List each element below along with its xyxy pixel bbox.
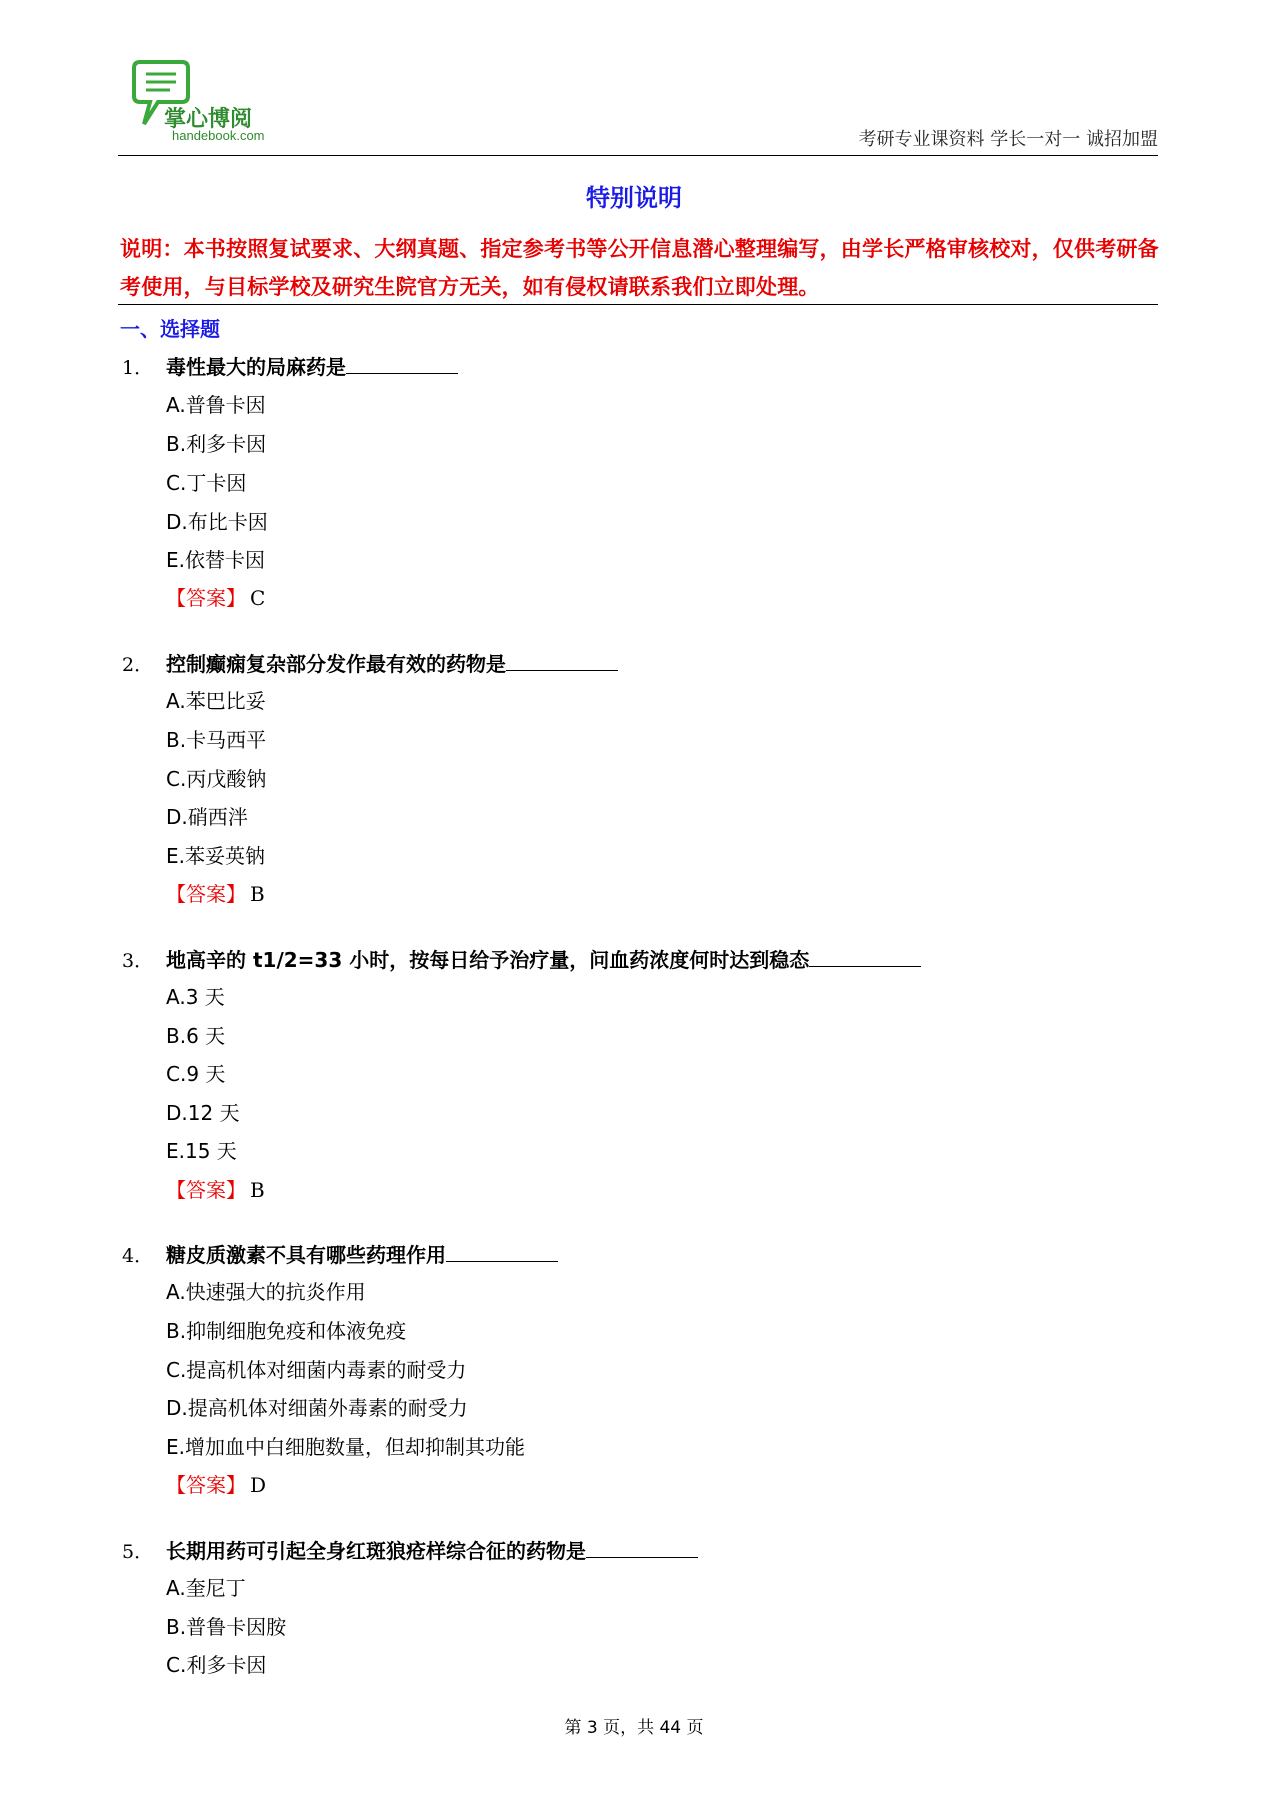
answer-value: B — [250, 882, 265, 906]
question-text: 糖皮质激素不具有哪些药理作用 — [166, 1239, 558, 1268]
option-b: B.卡马西平 — [166, 728, 267, 752]
answer-label: 【答案】 — [166, 1473, 246, 1497]
answer-value: B — [250, 1178, 265, 1202]
option-c: C.利多卡因 — [166, 1653, 267, 1677]
option-a: A.快速强大的抗炎作用 — [166, 1280, 366, 1304]
answer-blank — [346, 353, 458, 374]
page-title: 特别说明 — [586, 184, 682, 212]
question-number: 3． — [122, 950, 154, 972]
option-a: A.普鲁卡因 — [166, 393, 266, 417]
option-d: D.12 天 — [166, 1101, 240, 1125]
option-e: E.依替卡因 — [166, 548, 265, 572]
option-c: C.丁卡因 — [166, 471, 247, 495]
logo-brand-name: 掌心博阅 — [164, 107, 253, 132]
answer-blank — [809, 946, 921, 967]
option-d: D.布比卡因 — [166, 510, 268, 534]
option-a: A.3 天 — [166, 985, 225, 1009]
answer-line — [166, 1469, 266, 1498]
answer-value: C — [250, 586, 266, 610]
answer-blank — [446, 1241, 558, 1262]
option-c: C.丙戊酸钠 — [166, 767, 267, 791]
notice-divider — [118, 304, 1158, 305]
option-c: C.提高机体对细菌内毒素的耐受力 — [166, 1358, 467, 1382]
question-number: 4． — [122, 1245, 154, 1267]
answer-value: D — [250, 1473, 267, 1497]
question-number: 5． — [122, 1541, 154, 1563]
option-d: D.硝西泮 — [166, 805, 248, 829]
answer-label: 【答案】 — [166, 882, 246, 906]
answer-line — [166, 1174, 265, 1203]
page-footer: 第 3 页，共 44 页 — [564, 1718, 704, 1738]
option-e: E.苯妥英钠 — [166, 844, 265, 868]
question-number: 2． — [122, 654, 154, 676]
header-divider — [118, 155, 1158, 156]
option-e: E.增加血中白细胞数量，但却抑制其功能 — [166, 1435, 525, 1459]
answer-blank — [586, 1537, 698, 1558]
option-c: C.9 天 — [166, 1062, 226, 1086]
option-e: E.15 天 — [166, 1139, 237, 1163]
option-a: A.苯巴比妥 — [166, 689, 266, 713]
question-number: 1． — [122, 357, 154, 379]
question-text: 毒性最大的局麻药是 — [166, 351, 458, 380]
section-heading: 一、选择题 — [120, 317, 220, 341]
answer-line — [166, 878, 265, 907]
option-b: B.普鲁卡因胺 — [166, 1615, 287, 1639]
disclaimer-notice: 说明：本书按照复试要求、大纲真题、指定参考书等公开信息潜心整理编写，由学长严格审核校对，仅供考研备考使用，与目标学校及研究生院官方无关，如有侵权请联系我们立即处理。 — [120, 237, 1159, 299]
answer-label: 【答案】 — [166, 1178, 246, 1202]
option-b: B.抑制细胞免疫和体液免疫 — [166, 1319, 407, 1343]
header-slogan: 考研专业课资料 学长一对一 诚招加盟 — [858, 129, 1158, 150]
option-a: A.奎尼丁 — [166, 1576, 246, 1600]
answer-line — [166, 582, 265, 611]
option-b: B.利多卡因 — [166, 432, 267, 456]
option-b: B.6 天 — [166, 1024, 226, 1048]
answer-label: 【答案】 — [166, 586, 246, 610]
question-text: 长期用药可引起全身红斑狼疮样综合征的药物是 — [166, 1535, 698, 1564]
option-d: D.提高机体对细菌外毒素的耐受力 — [166, 1396, 468, 1420]
logo-domain: handebook.com — [172, 128, 265, 143]
question-text: 地高辛的 t1/2=33 小时，按每日给予治疗量，问血药浓度何时达到稳态 — [166, 944, 921, 973]
question-text: 控制癫痫复杂部分发作最有效的药物是 — [166, 648, 618, 677]
answer-blank — [506, 650, 618, 671]
